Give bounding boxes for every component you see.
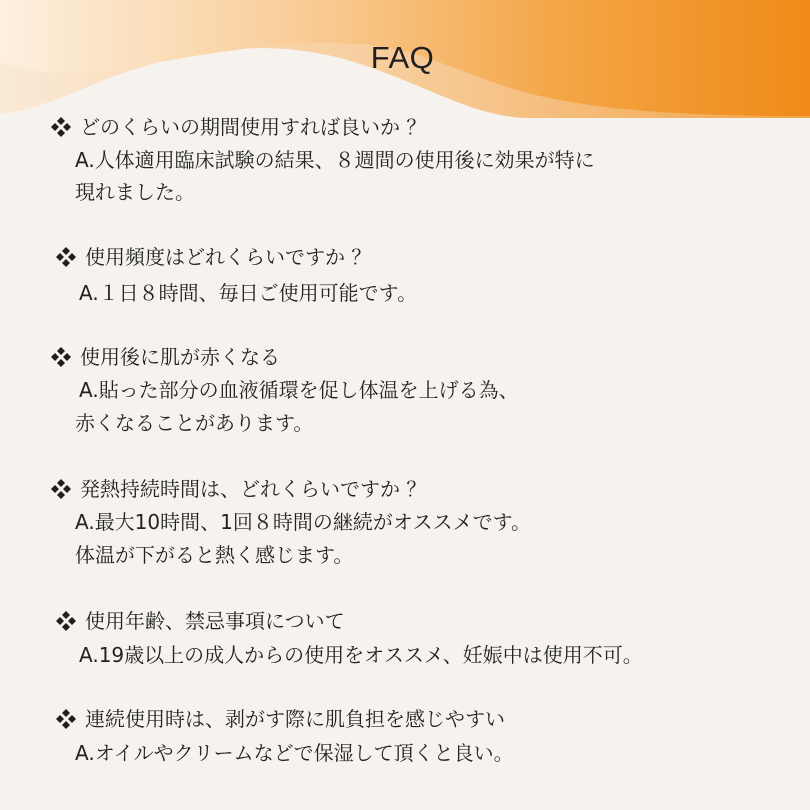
faq-question: 使用頻度はどれくらいですか ？ xyxy=(85,245,372,269)
faq-answer-line: A.19歳以上の成人からの使用をオススメ、妊娠中は使用不可。 xyxy=(79,643,643,667)
faq-answer-line: A.貼った部分の血液循環を促し体温を上げる為、 xyxy=(79,378,519,402)
faq-question-row xyxy=(50,112,426,142)
faq-question: 使用後に肌が赤くなる xyxy=(80,345,280,369)
faq-answer-line: 赤くなることがあります。 xyxy=(75,411,314,435)
faq-question: どのくらいの期間使用すれば良いか ？ xyxy=(80,115,427,139)
four-diamond-icon xyxy=(50,346,72,368)
faq-question-row xyxy=(50,474,426,504)
faq-answer-line: 体温が下がると熱く感じます。 xyxy=(75,543,354,567)
faq-question: 発熱持続時間は、どれくらいですか ？ xyxy=(80,477,427,501)
faq-question-row xyxy=(50,342,280,372)
faq-answer-line: A.１日８時間、毎日ご使用可能です。 xyxy=(79,281,418,305)
page-title: FAQ xyxy=(370,40,435,75)
faq-answer-line: A.人体適用臨床試験の結果、８週間の使用後に効果が特に xyxy=(75,148,595,172)
four-diamond-icon xyxy=(55,708,77,730)
faq-answer-line: A.オイルやクリームなどで保湿して頂くと良い。 xyxy=(75,741,514,765)
faq-question: 連続使用時は、剥がす際に肌負担を感じやすい xyxy=(85,707,505,731)
faq-answer-line: A.最大10時間、1回８時間の継続がオススメです。 xyxy=(75,510,532,534)
four-diamond-icon xyxy=(55,610,77,632)
faq-question: 使用年齢、禁忌事項について xyxy=(85,609,345,633)
faq-question-row xyxy=(55,606,345,636)
faq-question-row xyxy=(55,242,371,272)
faq-question-row xyxy=(55,704,505,734)
four-diamond-icon xyxy=(50,478,72,500)
four-diamond-icon xyxy=(55,246,77,268)
faq-answer-line: 現れました。 xyxy=(75,180,195,204)
four-diamond-icon xyxy=(50,116,72,138)
